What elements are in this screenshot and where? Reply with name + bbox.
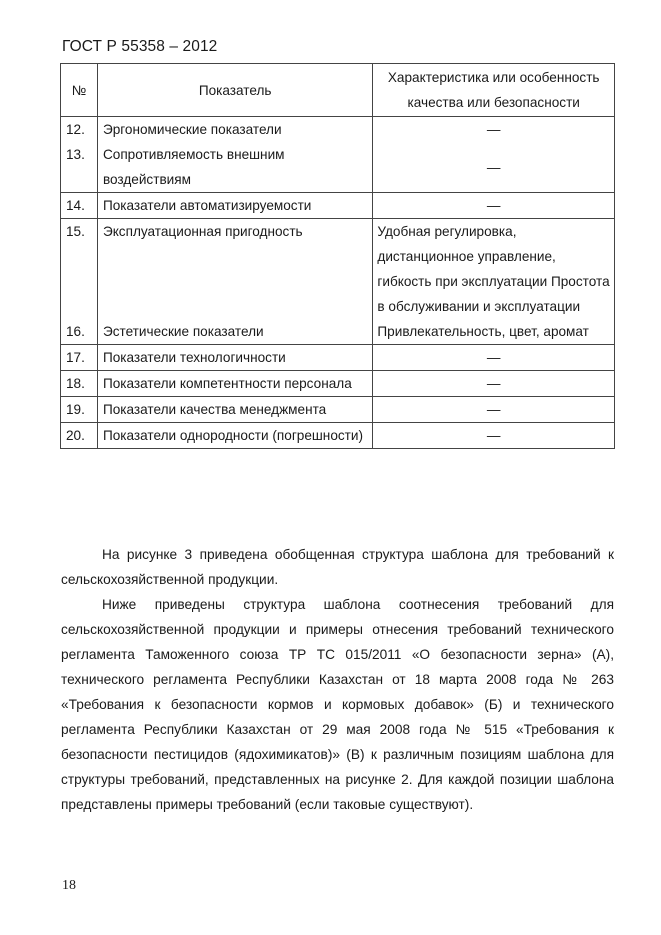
- paragraph-figure-reference: На рисунке 3 приведена обобщенная структура шаблона для требований к сельскохозяйственной продукции.: [61, 547, 614, 587]
- row-indicator: Показатели однородности (погрешности): [97, 423, 372, 449]
- body-text: [61, 542, 614, 817]
- row-number: 20.: [61, 423, 98, 449]
- row-characteristic: —: [373, 397, 615, 423]
- row-characteristic: —: [373, 117, 615, 143]
- column-header-number: №: [61, 64, 98, 117]
- table-row: [61, 423, 615, 449]
- row-number: 17.: [61, 345, 98, 371]
- row-indicator: Эстетические показатели: [97, 319, 372, 345]
- column-header-characteristic: Характеристика или особенность качества или безопасности: [373, 64, 615, 117]
- row-characteristic: —: [373, 193, 615, 219]
- table-row: [61, 345, 615, 371]
- row-characteristic: Привлекательность, цвет, аромат: [373, 319, 615, 345]
- row-characteristic: —: [373, 142, 615, 193]
- page-number: 18: [62, 878, 76, 893]
- row-indicator: Эксплуатационная пригодность: [97, 219, 372, 320]
- row-indicator: Показатели компетентности персонала: [97, 371, 372, 397]
- row-number: 15.: [61, 219, 98, 320]
- row-indicator: Показатели автоматизируемости: [97, 193, 372, 219]
- table-row: [61, 193, 615, 219]
- row-characteristic: —: [373, 371, 615, 397]
- table-row: [61, 319, 615, 345]
- table-header-row: [61, 64, 615, 117]
- table-row: [61, 142, 615, 193]
- document-header: ГОСТ Р 55358 – 2012: [62, 38, 218, 55]
- row-number: 12.: [61, 117, 98, 143]
- column-header-indicator: Показатель: [97, 64, 372, 117]
- row-indicator: Эргономические показатели: [97, 117, 372, 143]
- paragraph-template-description: Ниже приведены структура шаблона соотнесения требований для сельскохозяйственной продукции и примеры отнесения требований технического регламента Таможенного союза ТР ТС 015/2011 «О безопасности зерна» (А), технического регламента Республики Казахстан от 18 марта 2008 года № 263 «Требования к безопасности кормов и кормовых добавок» (Б) и технического регламента Республики Казахстан от 29 мая 2008 года № 515 «Требования к безопасности пестицидов (ядохимикатов)» (В) к различным позициям шаблона для структуры требований, представленных на рисунке 2. Для каждой позиции шаблона представлены примеры требований (если таковые существуют).: [61, 597, 614, 812]
- table-row: [61, 117, 615, 143]
- table-row: [61, 371, 615, 397]
- row-number: 19.: [61, 397, 98, 423]
- row-indicator: Сопротивляемость внешним воздействиям: [97, 142, 372, 193]
- row-number: 16.: [61, 319, 98, 345]
- quality-indicators-table: [60, 63, 615, 449]
- row-number: 13.: [61, 142, 98, 193]
- table-row: [61, 219, 615, 320]
- row-number: 18.: [61, 371, 98, 397]
- table-row: [61, 397, 615, 423]
- row-indicator: Показатели технологичности: [97, 345, 372, 371]
- row-characteristic: —: [373, 423, 615, 449]
- row-indicator: Показатели качества менеджмента: [97, 397, 372, 423]
- row-characteristic: —: [373, 345, 615, 371]
- row-number: 14.: [61, 193, 98, 219]
- row-characteristic: Удобная регулировка, дистанционное управление, гибкость при эксплуатации Простота в обслуживании и эксплуатации: [373, 219, 615, 320]
